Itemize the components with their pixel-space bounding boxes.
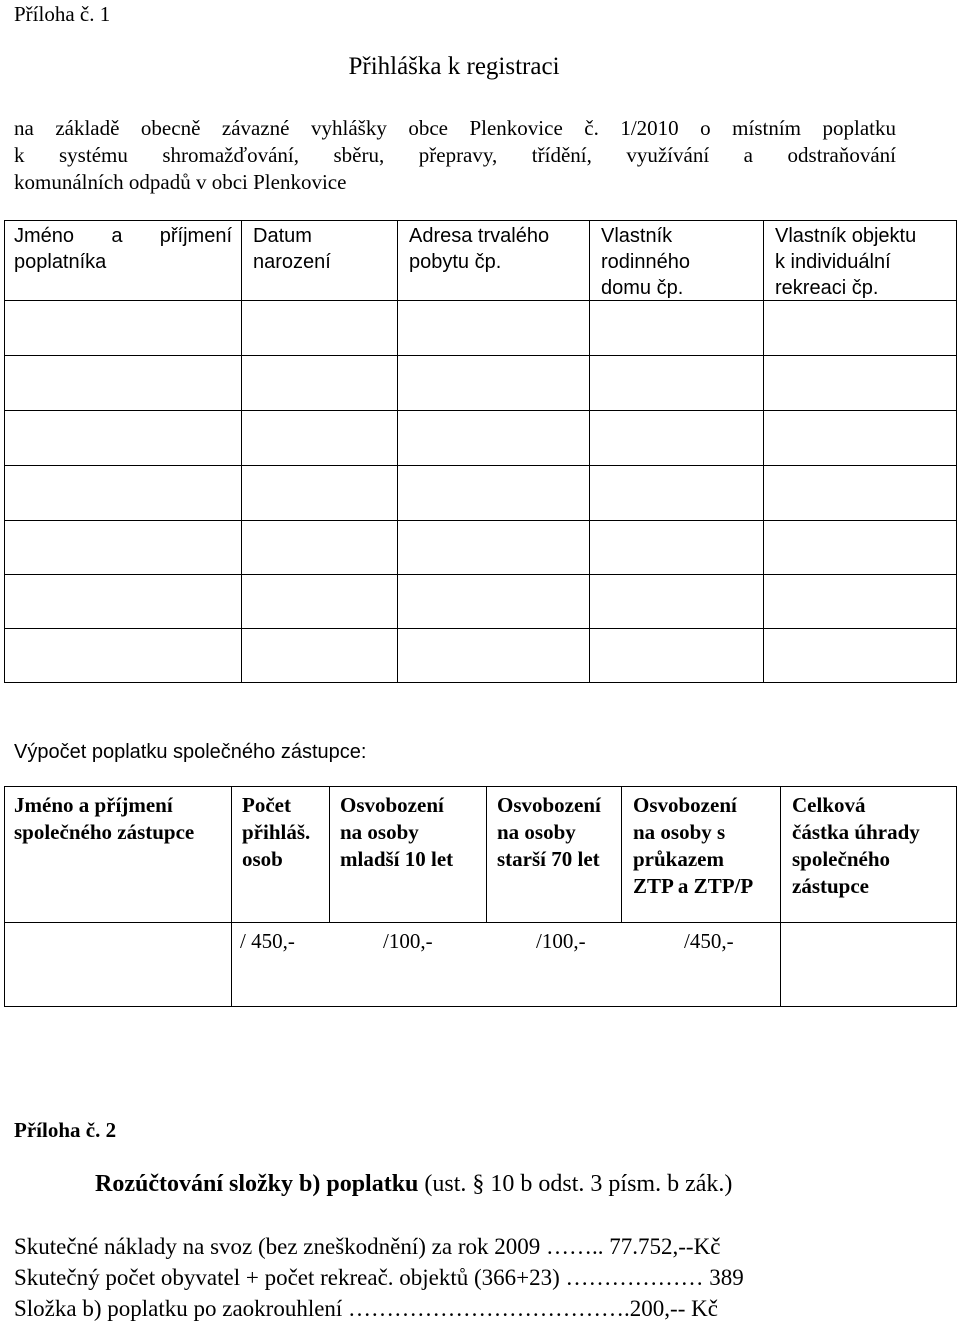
allocation-heading [95,1171,732,1198]
header-birthdate [253,223,331,275]
header-address [409,223,549,275]
summary-line-fee: Složka b) poplatku po zaokrouhlení ……………………………….200,-- Kč [14,1296,718,1321]
intro-line: na základě obecně závazné vyhlášky obce Plenkovice č. 1/2010 o místním poplatku [14,116,896,140]
form-title: Přihláška k registraci [348,53,560,80]
header-line: rekreaci čp. [775,277,879,299]
header-line: Vlastník objektu [775,225,917,247]
header-line: rodinného [601,251,690,273]
header-line: Osvobození [497,793,601,817]
table-row[interactable] [5,356,956,410]
header-line: Jméno a příjmení [14,793,173,817]
header-line: mladší 10 let [340,847,454,871]
attachment-label-1: Příloha č. 1 [14,2,111,26]
table-row[interactable] [5,466,956,520]
table-row[interactable] [5,521,956,574]
summary-line-costs: Skutečné náklady na svoz (bez zneškodnění) za rok 2009 …….. 77.752,--Kč [14,1234,721,1259]
table-row[interactable] [5,575,956,628]
header-line: Adresa trvalého [409,225,550,247]
header-line: průkazem [633,847,724,871]
header-exempt-over-70 [497,792,601,873]
header-line: k individuální [775,251,891,273]
representative-name-field[interactable] [5,923,231,1006]
header-total-amount [792,792,920,900]
table-row[interactable] [5,629,956,682]
header-exempt-under-10 [340,792,453,873]
header-line: společného zástupce [14,820,195,844]
intro-line: k systému shromažďování, sběru, přepravy, třídění, využívání a odstraňování [14,143,896,167]
summary-line-population: Skutečný počet obyvatel + počet rekreač. objektů (366+23) ……………… 389 [14,1265,744,1290]
allocation-heading-rest: (ust. § 10 b odst. 3 písm. b zák.) [418,1171,733,1197]
header-name [14,223,232,275]
intro-line: komunálních odpadů v obci Plenkovice [14,170,347,194]
header-persons-count [242,792,310,873]
header-line: na osoby [497,820,576,844]
header-exempt-ztp [633,792,753,900]
table-row[interactable] [5,411,956,465]
header-line: narození [253,251,331,273]
header-line: Počet [242,793,291,817]
rate-over-70: /100,- [536,929,586,953]
total-amount-field[interactable] [781,923,956,1006]
header-line: Vlastník [601,225,673,247]
header-line: starší 70 let [497,847,600,871]
header-line: Datum [253,225,312,247]
header-house-owner [601,223,690,301]
header-line: pobytu čp. [409,251,502,273]
header-line: společného [792,847,891,871]
header-line: na osoby s [633,820,726,844]
calculation-title: Výpočet poplatku společného zástupce: [14,741,367,763]
attachment-label-2: Příloha č. 2 [14,1118,117,1142]
header-representative-name [14,792,194,846]
header-line: ZTP a ZTP/P [633,874,754,898]
header-line: Osvobození [633,793,737,817]
intro-paragraph [14,115,896,196]
header-line: přihláš. [242,820,311,844]
header-line: Jméno a příjmení [14,225,232,247]
header-line: domu čp. [601,277,684,299]
rate-under-10: /100,- [383,929,433,953]
header-line: osob [242,847,283,871]
header-line: zástupce [792,874,869,898]
header-line: Celková [792,793,866,817]
header-line: poplatníka [14,251,107,273]
rate-per-person: / 450,- [240,929,295,953]
header-recreation-owner [775,223,916,301]
rate-ztp: /450,- [684,929,734,953]
header-line: na osoby [340,820,419,844]
header-line: Osvobození [340,793,444,817]
table-row[interactable] [5,301,956,355]
header-line: částka úhrady [792,820,920,844]
allocation-heading-bold: Rozúčtování složky b) poplatku [95,1171,419,1197]
